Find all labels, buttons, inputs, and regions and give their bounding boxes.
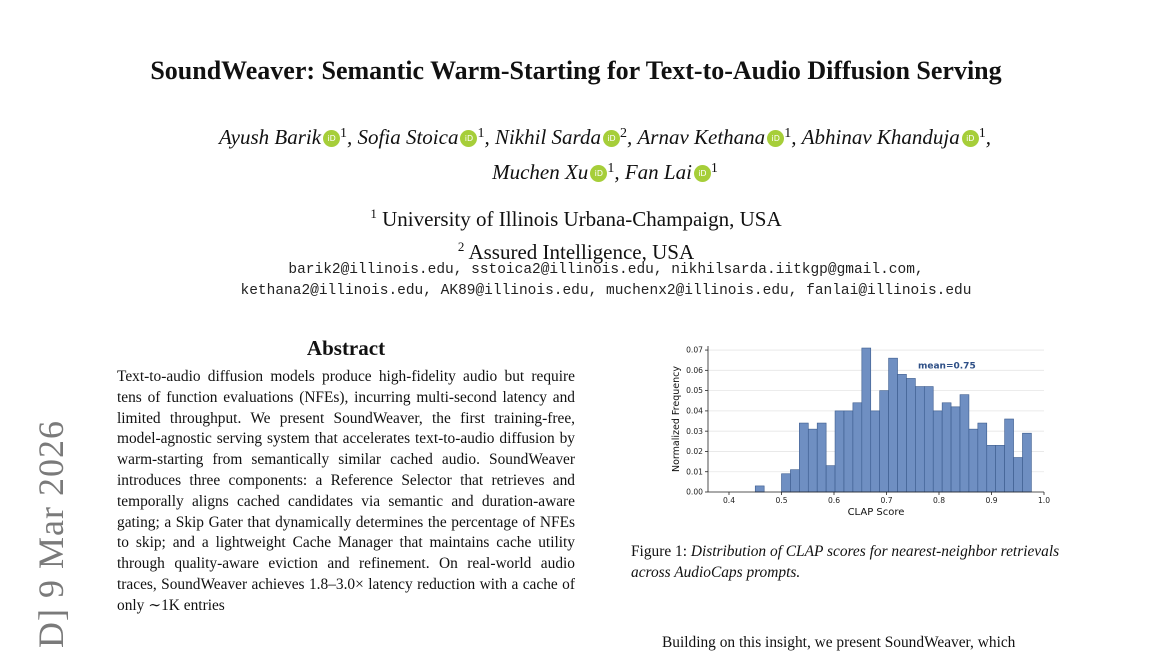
- histogram-bar: [924, 387, 933, 492]
- histogram-bar: [808, 429, 817, 492]
- affiliation-number: 1: [370, 206, 377, 221]
- orcid-icon[interactable]: iD: [962, 130, 979, 147]
- histogram-bar: [1022, 433, 1031, 492]
- orcid-icon[interactable]: iD: [694, 165, 711, 182]
- histogram-bar: [862, 348, 871, 492]
- histogram-bar: [835, 411, 844, 492]
- affiliation-marker: 2: [619, 126, 627, 141]
- histogram-bar: [933, 411, 942, 492]
- author-separator: ,: [791, 125, 802, 149]
- affiliation-line: [0, 200, 1152, 233]
- histogram-bar: [906, 378, 915, 492]
- histogram-bar: [853, 403, 862, 492]
- histogram-bar: [960, 395, 969, 492]
- affiliation-marker: 1: [477, 126, 485, 141]
- y-tick-label: 0.06: [686, 365, 703, 375]
- histogram-bar: [1014, 458, 1023, 492]
- email-line: barik2@illinois.edu, sstoica2@illinois.edu, nikhilsarda.iitkgp@gmail.com,: [288, 262, 924, 278]
- histogram-bar: [799, 423, 808, 492]
- abstract-heading: Abstract: [306, 336, 386, 360]
- y-axis-label: Normalized Frequency: [671, 366, 682, 472]
- x-tick-label: 0.7: [880, 496, 893, 505]
- histogram-bar: [817, 423, 826, 492]
- author-name: Muchen Xu: [492, 160, 589, 184]
- author: [492, 160, 625, 184]
- orcid-icon[interactable]: iD: [590, 165, 607, 182]
- body-text-column-2: Building on this insight, we present SoundWeaver, which: [662, 634, 1016, 651]
- y-tick-label: 0.07: [686, 345, 703, 355]
- histogram-bar: [996, 445, 1005, 492]
- author: [802, 125, 991, 149]
- histogram-bar: [755, 486, 764, 492]
- abstract-body: Text-to-audio diffusion models produce high-fidelity audio but require tens of function evaluations (NFEs), incurring multi-second latency and limited throughput. We present SoundWeaver, the first training-free, model-agnostic serving system that accelerates text-to-audio diffusion by warm-starting from semantically similar cached audio. SoundWeaver introduces three components: a Reference Selector that retrieves and temporally aligns cached candidates via semantic and duration-aware gating; a Skip Gater that dynamically determines the percentage of NFEs to skip; and a lightweight Cache Manager that maintains cache utility through quality-aware eviction and refinement. On real-world audio traces, SoundWeaver achieves 1.8–3.0× latency reduction with a cache of only ∼1K entries: [117, 368, 575, 614]
- y-tick-label: 0.02: [686, 447, 703, 457]
- author-name: Arnav Kethana: [637, 125, 766, 149]
- x-tick-label: 0.5: [775, 496, 788, 505]
- x-tick-label: 1.0: [1037, 496, 1051, 505]
- author-separator: ,: [985, 125, 992, 149]
- author-name: Ayush Barik: [218, 125, 322, 149]
- author-name: Abhinav Khanduja: [801, 125, 960, 149]
- author: [637, 125, 801, 149]
- histogram-bar: [1005, 419, 1014, 492]
- y-tick-label: 0.03: [686, 426, 703, 436]
- affiliation-text: University of Illinois Urbana-Champaign, USA: [382, 207, 782, 231]
- orcid-icon[interactable]: iD: [460, 130, 477, 147]
- author: [495, 125, 637, 149]
- histogram-bar: [782, 474, 791, 492]
- y-tick-label: 0.04: [686, 406, 703, 416]
- y-tick-label: 0.00: [686, 487, 703, 497]
- affiliations: [0, 200, 1152, 266]
- author-separator: ,: [484, 125, 495, 149]
- x-tick-label: 0.9: [985, 496, 998, 505]
- author-name: Fan Lai: [624, 160, 692, 184]
- histogram-bar: [898, 374, 907, 492]
- author: [625, 160, 718, 184]
- y-tick-label: 0.01: [686, 467, 703, 477]
- email-line: kethana2@illinois.edu, AK89@illinois.edu, muchenx2@illinois.edu, fanlai@illinois.edu: [240, 283, 972, 299]
- affiliation-marker: 1: [978, 126, 986, 141]
- affiliation-marker: 1: [340, 126, 348, 141]
- orcid-icon[interactable]: iD: [767, 130, 784, 147]
- affiliation-text: Assured Intelligence, USA: [468, 240, 695, 264]
- paper-title: SoundWeaver: Semantic Warm-Starting for Text-to-Audio Diffusion Serving: [150, 56, 1002, 85]
- author-separator: ,: [347, 125, 358, 149]
- clap-histogram: [662, 340, 1062, 525]
- author-name: Sofia Stoica: [357, 125, 459, 149]
- x-tick-label: 0.8: [932, 496, 946, 505]
- affiliation-marker: 1: [710, 161, 718, 176]
- histogram-bar: [889, 358, 898, 492]
- x-axis-label: CLAP Score: [847, 507, 905, 518]
- affiliation-number: 2: [457, 239, 465, 254]
- histogram-bar: [942, 403, 951, 492]
- histogram-bar: [871, 411, 880, 492]
- histogram-bar: [844, 411, 853, 492]
- figure-caption: [631, 541, 1091, 583]
- author: [358, 125, 495, 149]
- histogram-bar: [880, 391, 889, 492]
- author-separator: ,: [614, 160, 625, 184]
- affiliation-marker: 1: [784, 126, 792, 141]
- histogram-bar: [826, 466, 835, 492]
- orcid-icon[interactable]: iD: [323, 130, 340, 147]
- author-name: Nikhil Sarda: [494, 125, 601, 149]
- figure-1: [662, 340, 1062, 525]
- y-tick-label: 0.05: [686, 386, 703, 396]
- x-tick-label: 0.6: [827, 496, 841, 505]
- author: [219, 125, 358, 149]
- mean-annotation: mean=0.75: [918, 361, 976, 372]
- caption-label: Figure 1:: [631, 543, 688, 560]
- histogram-bar: [987, 445, 996, 492]
- histogram-bar: [951, 407, 960, 492]
- histogram-bar: [978, 423, 987, 492]
- email-list: [0, 260, 1152, 302]
- affiliation-marker: 1: [607, 161, 615, 176]
- histogram-bar: [969, 429, 978, 492]
- histogram-bar: [915, 387, 924, 492]
- x-tick-label: 0.4: [722, 496, 736, 505]
- histogram-bar: [790, 470, 799, 492]
- author-separator: ,: [626, 125, 638, 149]
- arxiv-stamp: D] 9 Mar 2026: [31, 420, 71, 648]
- author-list: [100, 118, 1110, 188]
- orcid-icon[interactable]: iD: [603, 130, 620, 147]
- caption-text: Distribution of CLAP scores for nearest-neighbor retrievals across AudioCaps prompts.: [631, 543, 1060, 581]
